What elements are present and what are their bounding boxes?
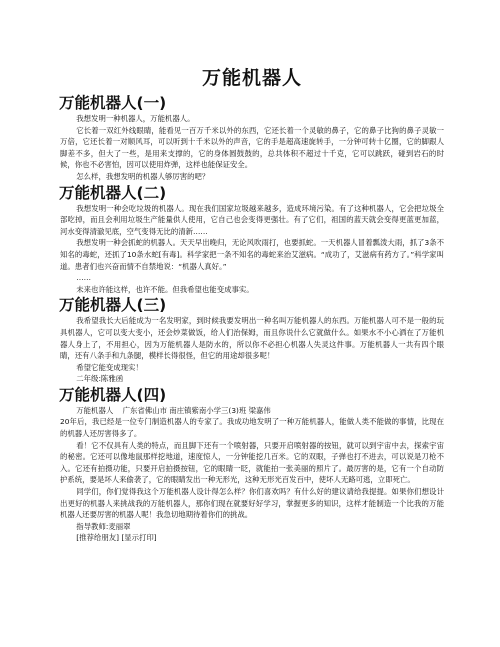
- paragraph: 我希望我长大后能成为一名发明家，到时候我要发明出一种名叫万能机器人的东西。万能机器人可不是一般的玩具机器人，它可以变大变小，还会炒菜做饭，给人们治保姆，而且你说什么它就做什么。如果水不小心洒在了万能机器人身上了，不用担心，因为万能机器人是防水的，所以你不必担心机器人失灵这件事。万能机器人一共有四个眼睛，还有八条手和九条腿，模样长得很怪，但它的用途却很多呢！: [60, 316, 444, 361]
- section-heading: 万能机器人(四): [59, 385, 167, 404]
- teacher-line: 指导教师:麦丽翠: [76, 521, 131, 531]
- section-heading: 万能机器人(一): [59, 94, 167, 112]
- paragraph: 同学们，你们觉得我这个万能机器人设计得怎么样？你们喜欢吗？有什么好的建议请给我提提。如果你们想设计出更好的机器人来挑战我的万能机器人，那你们现在就要好好学习，掌握更多的知识，这样才能制造一个比我的万能机器人还要厉害的机器人呢！我急切地期待着你们的挑战。: [60, 487, 444, 520]
- document-page: [60, 66, 444, 545]
- section-4: [60, 386, 444, 544]
- paragraph: 我想发明一种会吃垃圾的机器人。现在我们国家垃圾越来越多，造成环境污染。有了这种机器人，它会把垃圾全部吃掉，而且会利用垃圾生产能量供人使用，它自己也会变得更强壮。有了它们，祖国的蓝天就会变得更蓝更加蓝，河水变得清澈见底，空气变得无比的清新……: [60, 203, 444, 236]
- paragraph: ……: [76, 273, 92, 283]
- paragraph: 20年后，我已经是一位专门制造机器人的专家了。我成功地发明了一种万能机器人，能做人类不能做的事情，比现在的机器人还厉害得多了。: [60, 417, 444, 439]
- share-print-links[interactable]: [推荐给朋友] [显示打印]: [76, 533, 157, 543]
- paragraph: 怎么样，我想发明的机器人够厉害的吧？: [76, 171, 210, 181]
- byline: 万能机器人 广东省佛山市 南庄镇紫南小学三(3)班 梁嘉伟: [76, 405, 271, 415]
- section-2: [60, 184, 444, 296]
- paragraph: 它长着一双红外线眼睛，能看见一百万千米以外的东西，它还长着一个灵敏的鼻子，它的鼻子比狗的鼻子灵敏一万倍，它还长着一对顺风耳，可以听到十千米以外的声音，它的手是超高速旋转手，一分钟可转十亿圈，它的脚跟人脚差不多，但大了一些，是用来支撑的，它的身体圆鼓鼓的，总共体积不超过十千克，它可以跳跃，碰到岩石的时候，你也不必害怕，因可以使用炸弹，这样也能保证安全。: [60, 125, 444, 170]
- paragraph: 看！它不仅具有人类的特点，而且脚下还有一个喷射器，只要开启喷射器的按钮，就可以到宇宙中去，探索宇宙的秘密。它还可以像地鼠那样挖地道，速度惊人，一分钟能挖几百米。它的双眼，子弹也打不进去，可以说是刀枪不入。它还有拍摄功能，只要开启拍摄按钮，它的眼睛一眨，就能拍一张美丽的照片了。最厉害的是，它有一个自动防护系统，要是坏人来偷袭了，它的眼睛发出一种无形光，这种无形光百发百中，使坏人无路可逃，立即死亡。: [60, 440, 444, 485]
- paragraph: 未来也许能这样，也许不能。但我希望也能变成事实。: [76, 284, 254, 294]
- section-heading: 万能机器人(二): [59, 183, 167, 202]
- section-1: [60, 94, 444, 183]
- paragraph: 我想发明一种会抓蛇的机器人。天天早出晚归，无论风吹雨打，也要抓蛇。一天机器人冒着瓢泼大雨，抓了3条不知名的毒蛇，还抓了10条水蛇[有毒]。科学家把一条不知名的毒蛇来治艾滋病。“成功了，艾滋病有药方了。”科学家叫道。患者们也兴奋而情不自禁地说：“机器人真好。”: [60, 238, 444, 271]
- paragraph: 希望它能变成现实！: [76, 362, 143, 372]
- author-line: 二年级:陈雅函: [76, 374, 124, 384]
- section-heading: 万能机器人(三): [59, 296, 167, 315]
- paragraph: 我想发明一种机器人，万能机器人。: [76, 114, 195, 123]
- section-3: [60, 296, 444, 385]
- document-title: 万能机器人: [201, 67, 302, 89]
